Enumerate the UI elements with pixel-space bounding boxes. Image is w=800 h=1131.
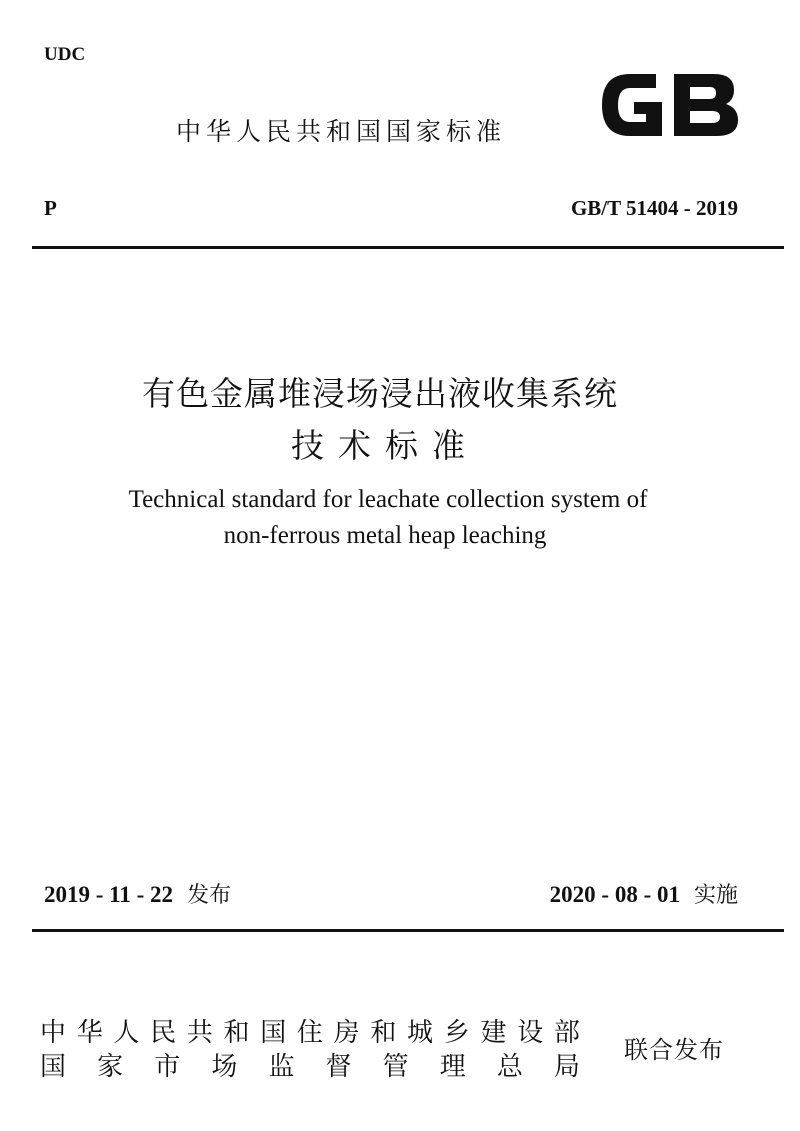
issuer-market-regulation: [40, 1046, 580, 1083]
category-code: P: [44, 196, 57, 220]
issuer-char: 市: [154, 1052, 181, 1082]
issuer-char: 局: [553, 1052, 580, 1082]
implementation-label: 实施: [693, 883, 738, 908]
title-english-line-1: Technical standard for leachate collection system of: [128, 486, 648, 513]
issuer-char: 督: [325, 1052, 352, 1082]
issue-label: 发布: [187, 883, 232, 908]
issuer-char: 设: [517, 1018, 544, 1048]
issuer-char: 家: [97, 1052, 124, 1082]
gb-logo-icon: [596, 66, 746, 144]
issuer-char: 场: [211, 1052, 238, 1082]
title-chinese-line-1: 有色金属堆浸场浸出液收集系统: [142, 374, 618, 413]
title-english-line-2: non-ferrous metal heap leaching: [223, 522, 547, 549]
issuer-char: 监: [268, 1052, 295, 1082]
issue-date-line: [44, 878, 231, 909]
issuer-char: 人: [113, 1018, 140, 1048]
issuer-char: 华: [76, 1018, 103, 1048]
issue-date: 2019 - 11 - 22: [44, 882, 174, 907]
joint-release-label: 联合发布: [624, 1036, 724, 1064]
issuer-char: 总: [496, 1052, 523, 1082]
gb-logo: [596, 66, 746, 144]
national-standard-heading: 中华人民共和国国家标准: [176, 117, 507, 146]
issuer-char: 和: [223, 1018, 250, 1048]
implementation-date: 2020 - 08 - 01: [549, 882, 680, 907]
implementation-date-line: [550, 878, 738, 909]
issuer-char: 乡: [443, 1018, 470, 1048]
bottom-divider: [32, 929, 784, 932]
udc-label: UDC: [44, 44, 86, 65]
issuer-char: 城: [407, 1018, 434, 1048]
issuer-char: 部: [553, 1018, 580, 1048]
title-chinese-line-2: 技术标准: [291, 426, 479, 465]
issuer-char: 房: [333, 1018, 360, 1048]
issuer-ministry: [40, 1012, 580, 1049]
issuer-char: 和: [370, 1018, 397, 1048]
issuer-char: 国: [260, 1018, 287, 1048]
issuer-char: 民: [150, 1018, 177, 1048]
issuer-char: 住: [296, 1018, 323, 1048]
standard-number: GB/T 51404 - 2019: [570, 196, 738, 220]
issuer-char: 国: [40, 1052, 67, 1082]
issuer-char: 理: [439, 1052, 466, 1082]
issuer-char: 中: [40, 1018, 67, 1048]
top-divider: [32, 246, 784, 249]
issuer-char: 共: [186, 1018, 213, 1048]
issuer-char: 建: [480, 1018, 507, 1048]
issuer-char: 管: [382, 1052, 409, 1082]
